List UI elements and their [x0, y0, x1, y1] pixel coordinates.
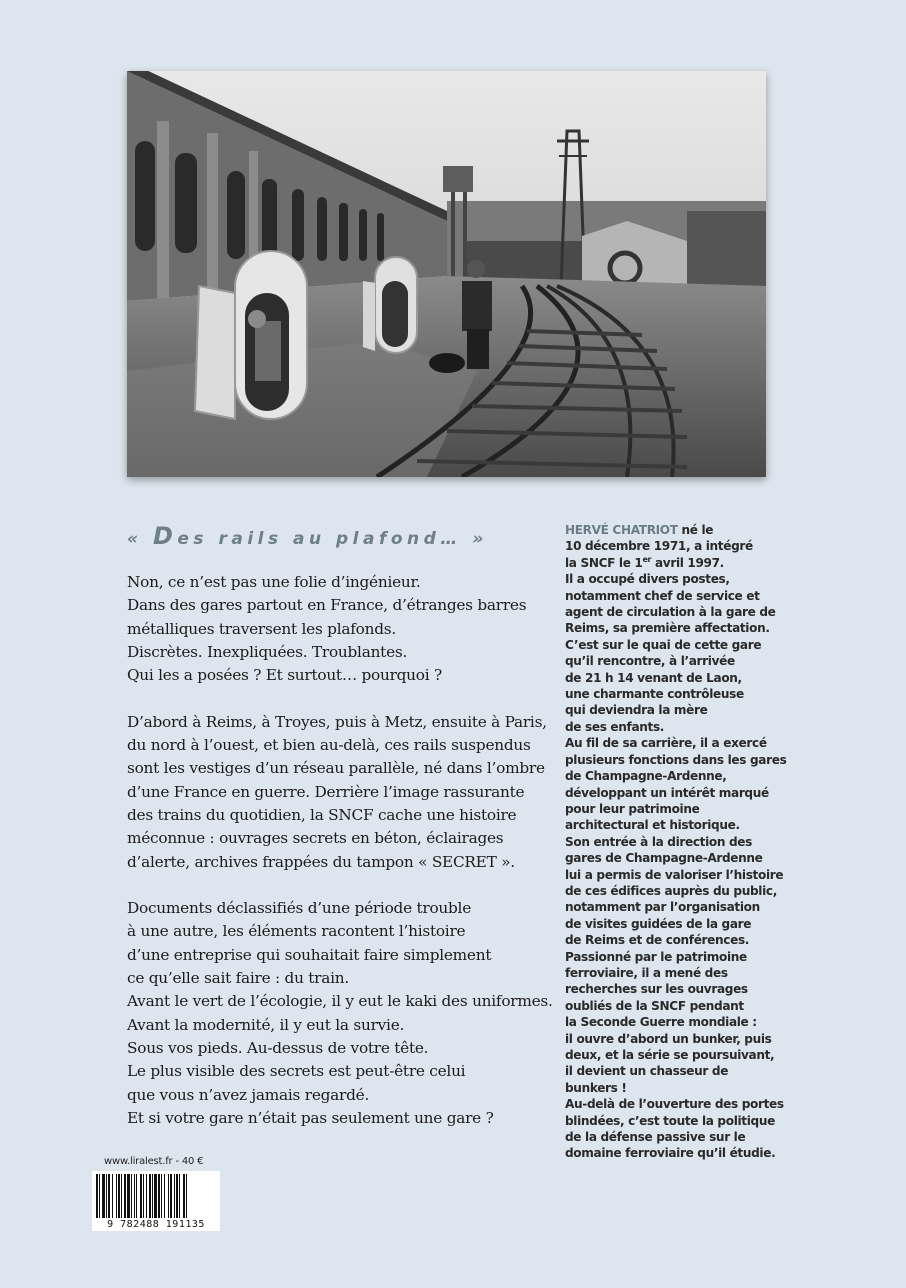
bio-line: blindées, c’est toute la politique [565, 1113, 775, 1128]
barcode-bar [149, 1174, 151, 1218]
barcode-bar [179, 1174, 180, 1218]
barcode-bar [131, 1174, 132, 1218]
barcode-bar [127, 1174, 130, 1218]
bio-line: de Reims et de conférences. [565, 933, 750, 948]
blurb-line: à une autre, les éléments racontent l’histoire [127, 922, 466, 941]
bio-line: ferroviaire, il a mené des [565, 965, 728, 980]
barcode-icon [96, 1174, 216, 1218]
barcode-bar [140, 1174, 142, 1218]
barcode-bar [158, 1174, 160, 1218]
barcode-bar [186, 1174, 187, 1218]
blurb-line: Dans des gares partout en France, d’étranges barres [127, 596, 527, 615]
blurb-line: Documents déclassifiés d’une période trouble [127, 899, 471, 918]
blurb-paragraph-3 [127, 897, 553, 1130]
blurb-line: métalliques traversent les plafonds. [127, 619, 396, 638]
barcode-bar [116, 1174, 117, 1218]
barcode-bar [146, 1174, 147, 1218]
blurb-line: Sous vos pieds. Au-dessus de votre tête. [127, 1038, 429, 1057]
bio-line: de visites guidées de la gare [565, 916, 752, 931]
barcode-bar [174, 1174, 175, 1218]
bio-line: notamment chef de service et [565, 588, 760, 603]
bio-line: Reims, sa première affectation. [565, 621, 770, 636]
barcode-bar [176, 1174, 178, 1218]
blurb-line: Et si votre gare n’était pas seulement une gare ? [127, 1108, 494, 1127]
bio-line: oubliés de la SNCF pendant [565, 998, 744, 1013]
blurb-paragraph-1 [127, 571, 542, 687]
cover-photo [127, 71, 766, 477]
barcode-bar [154, 1174, 157, 1218]
barcode-bar [136, 1174, 137, 1218]
bio-line: C’est sur le quai de cette gare [565, 637, 762, 652]
blurb-line: D’abord à Reims, à Troyes, puis à Metz, ensuite à Paris, [127, 712, 547, 731]
bio-line [565, 555, 780, 571]
blurb-line: des trains du quotidien, la SNCF cache une histoire [127, 805, 517, 824]
barcode-bar [102, 1174, 105, 1218]
barcode-bar [168, 1174, 169, 1218]
title-initial: D [152, 522, 178, 550]
bio-text: la SNCF le 1 [565, 555, 643, 570]
barcode-bar [99, 1174, 100, 1218]
blurb-line: que vous n’avez jamais regardé. [127, 1085, 370, 1104]
railway-photo-icon [127, 71, 766, 477]
barcode-bar [143, 1174, 144, 1218]
bio-line: Au-delà de l’ouverture des portes [565, 1097, 784, 1112]
blurb-line: sont les vestiges d’un réseau parallèle, né dans l’ombre [127, 759, 545, 778]
bio-line [565, 522, 780, 538]
price-line: www.liralest.fr - 40 € [104, 1156, 204, 1167]
bio-line: 10 décembre 1971, a intégré [565, 539, 753, 554]
bio-line: pour leur patrimoine [565, 801, 700, 816]
blurb-line: d’alerte, archives frappées du tampon « SECRET ». [127, 852, 515, 871]
barcode-bar [108, 1174, 110, 1218]
blurb-line: méconnue : ouvrages secrets en béton, éclairages [127, 829, 504, 848]
barcode-bar [96, 1174, 98, 1218]
blurb-line: Le plus visible des secrets est peut-être celui [127, 1062, 466, 1081]
bio-line: Au fil de sa carrière, il a exercé [565, 736, 767, 751]
title-open-quote: « [127, 529, 153, 549]
bio-line: gares de Champagne-Ardenne [565, 851, 763, 866]
blurb-text [127, 571, 553, 1153]
bio-line: qui deviendra la mère [565, 703, 708, 718]
blurb-line: d’une entreprise qui souhaitait faire simplement [127, 945, 492, 964]
bio-line: Son entrée à la direction des [565, 834, 752, 849]
barcode-bar [161, 1174, 162, 1218]
bio-text: avril 1997. [651, 555, 724, 570]
barcode-bar [170, 1174, 172, 1218]
barcode-bar [106, 1174, 107, 1218]
blurb-line: Avant le vert de l’écologie, il y eut le kaki des uniformes. [127, 992, 553, 1011]
blurb-line: Avant la modernité, il y eut la survie. [127, 1015, 405, 1034]
bio-line: notamment par l’organisation [565, 900, 760, 915]
barcode-bar [152, 1174, 153, 1218]
bio-line: de ces édifices auprès du public, [565, 883, 777, 898]
bio-line: de la défense passive sur le [565, 1130, 746, 1145]
bio-superscript: er [642, 554, 652, 564]
bio-line: qu’il rencontre, à l’arrivée [565, 654, 735, 669]
author-bio [565, 522, 787, 1162]
isbn-digits: 9 782488 191135 [107, 1219, 205, 1230]
bio-line: développant un intérêt marqué [565, 785, 769, 800]
bio-line: domaine ferroviaire qu’il étudie. [565, 1146, 776, 1161]
barcode-bar [121, 1174, 122, 1218]
bio-line: la Seconde Guerre mondiale : [565, 1015, 757, 1030]
bio-line: de 21 h 14 venant de Laon, [565, 670, 742, 685]
bio-text: né le [677, 523, 714, 537]
bio-lines [565, 571, 787, 1162]
bio-line: une charmante contrôleuse [565, 687, 744, 702]
isbn-barcode [92, 1171, 220, 1231]
barcode-bar [164, 1174, 165, 1218]
bio-line: plusieurs fonctions dans les gares [565, 752, 787, 767]
barcode-bar [112, 1174, 113, 1218]
author-name: HERVÉ CHATRIOT [565, 523, 678, 537]
bio-line: recherches sur les ouvrages [565, 982, 748, 997]
blurb-paragraph-2 [127, 711, 547, 874]
blurb-line: ce qu’elle sait faire : du train. [127, 969, 349, 988]
blurb-line: d’une France en guerre. Derrière l’image rassurante [127, 782, 525, 801]
bio-line: Il a occupé divers postes, [565, 572, 730, 587]
bio-line: il ouvre d’abord un bunker, puis [565, 1031, 772, 1046]
barcode-bar [124, 1174, 126, 1218]
bio-line: lui a permis de valoriser l’histoire [565, 867, 784, 882]
blurb-line: Non, ce n’est pas une folie d’ingénieur. [127, 573, 421, 591]
bio-line: bunkers ! [565, 1080, 627, 1095]
blurb-line: du nord à l’ouest, et bien au-delà, ces rails suspendus [127, 736, 531, 755]
title-rest: es rails au plafond… » [177, 529, 488, 549]
bio-line: il devient un chasseur de [565, 1064, 729, 1079]
bio-line: deux, et la série se poursuivant, [565, 1048, 775, 1062]
barcode-bar [118, 1174, 120, 1218]
bio-line: architectural et historique. [565, 818, 740, 833]
bio-line: de Champagne-Ardenne, [565, 769, 727, 784]
bio-line: Passionné par le patrimoine [565, 949, 747, 964]
book-title [127, 522, 547, 550]
blurb-line: Qui les a posées ? Et surtout… pourquoi ? [127, 666, 442, 685]
bio-line: de ses enfants. [565, 719, 665, 734]
bio-line: agent de circulation à la gare de [565, 605, 776, 620]
barcode-bar [134, 1174, 135, 1218]
blurb-line: Discrètes. Inexpliquées. Troublantes. [127, 642, 408, 661]
barcode-bar [183, 1174, 185, 1218]
